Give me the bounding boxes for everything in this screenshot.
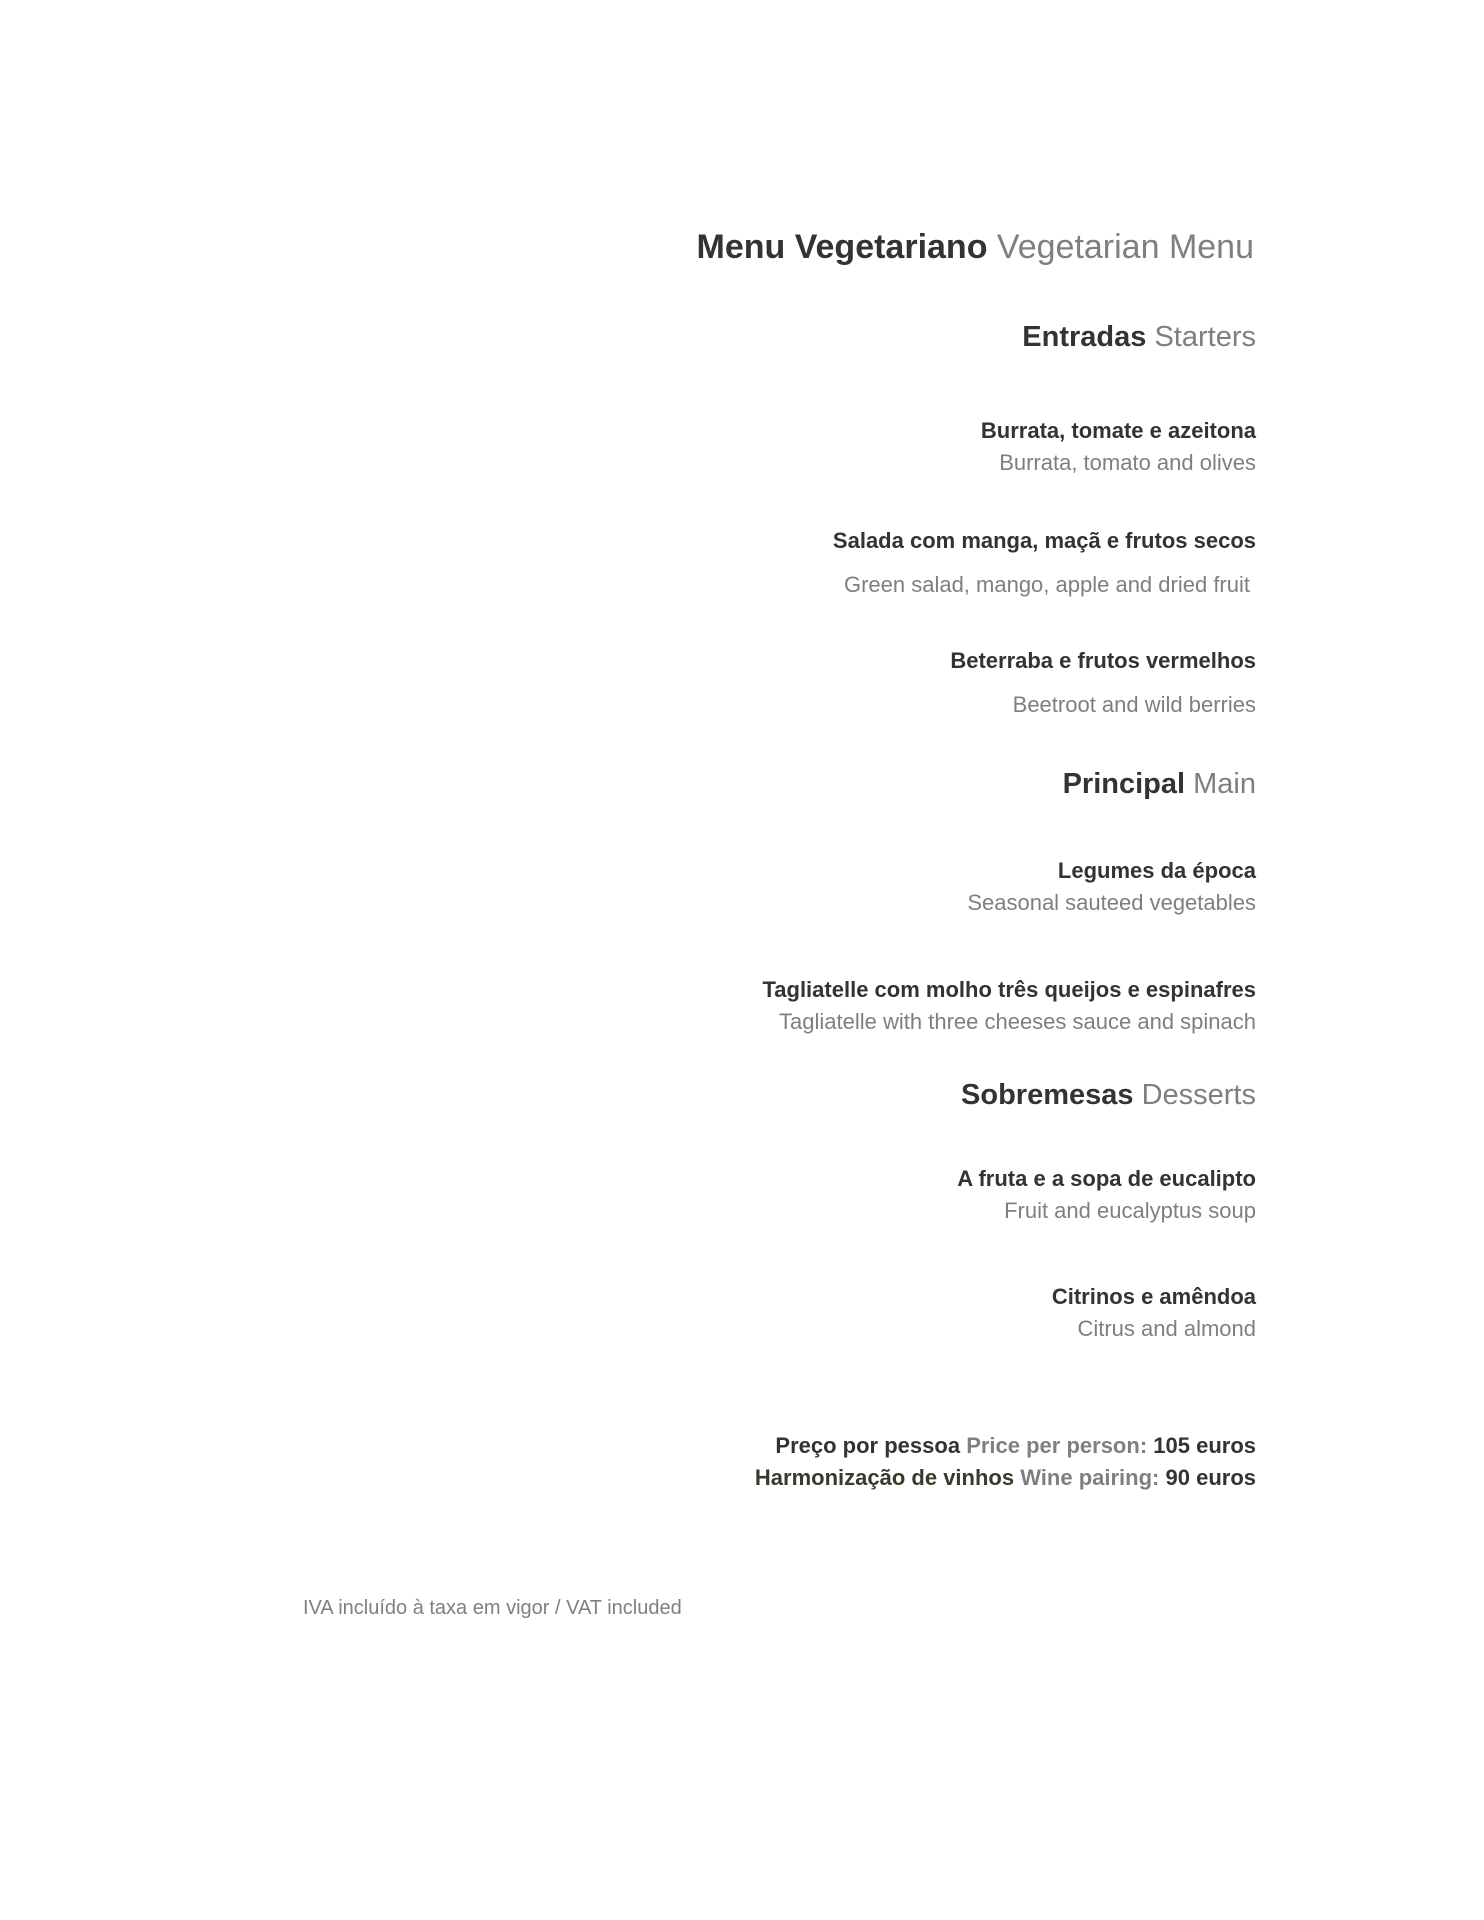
menu-title-en: Vegetarian Menu: [996, 228, 1254, 266]
wine-label-en: Wine pairing:: [1020, 1465, 1160, 1490]
wine-label-pt: Harmonização de vinhos: [754, 1465, 1015, 1490]
section-heading-desserts: [961, 1077, 1256, 1113]
dish-name-en: Burrata, tomato and olives: [999, 450, 1256, 475]
dish-name-en: Green salad, mango, apple and dried fruit: [843, 572, 1250, 597]
section-name-en: Main: [1193, 768, 1256, 800]
price-label-pt: Preço por pessoa: [775, 1433, 961, 1458]
menu-title-pt: Menu Vegetariano: [696, 228, 988, 266]
dish-name-pt: Legumes da época: [1057, 858, 1256, 883]
section-heading-main: [1063, 766, 1256, 802]
section-name-en: Desserts: [1141, 1079, 1256, 1111]
dish-name-pt: Beterraba e frutos vermelhos: [950, 648, 1256, 673]
price-per-person: [775, 1430, 1256, 1462]
dish-name-en: Citrus and almond: [1077, 1316, 1256, 1341]
section-name-en: Starters: [1154, 321, 1256, 353]
dish-name-pt: Salada com manga, maçã e frutos secos: [832, 528, 1256, 553]
dish-name-en: Tagliatelle with three cheeses sauce and spinach: [779, 1009, 1256, 1034]
price-value: 105 euros: [1153, 1433, 1256, 1458]
section-name-pt: Entradas: [1022, 321, 1147, 353]
dish-name-en: Beetroot and wild berries: [1012, 692, 1256, 717]
dish-name-pt: Tagliatelle com molho três queijos e espinafres: [762, 977, 1256, 1002]
vat-note: IVA incluído à taxa em vigor / VAT included: [303, 1597, 682, 1619]
dish-name-pt: Citrinos e amêndoa: [1051, 1284, 1256, 1309]
section-name-pt: Principal: [1062, 768, 1186, 800]
menu-title: [697, 227, 1255, 267]
dish-name-pt: A fruta e a sopa de eucalipto: [957, 1166, 1256, 1191]
wine-pairing-price: [755, 1462, 1256, 1494]
price-label-en: Price per person:: [966, 1433, 1148, 1458]
wine-price-value: 90 euros: [1165, 1465, 1256, 1490]
section-heading-starters: [1022, 319, 1256, 355]
section-name-pt: Sobremesas: [961, 1079, 1134, 1111]
dish-name-en: Seasonal sauteed vegetables: [967, 890, 1256, 915]
dish-name-pt: Burrata, tomate e azeitona: [980, 418, 1256, 443]
dish-name-en: Fruit and eucalyptus soup: [1004, 1198, 1256, 1223]
